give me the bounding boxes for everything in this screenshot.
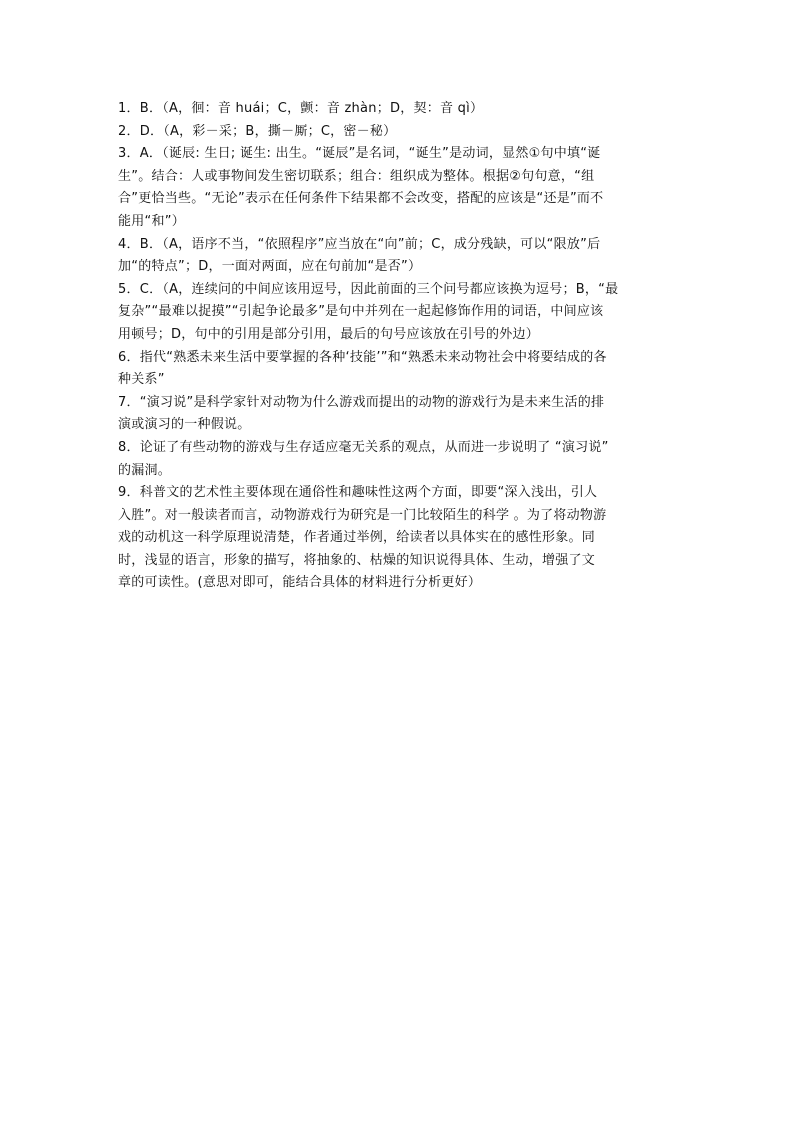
answer-item-4	[118, 234, 678, 279]
answer-line: 用顿号；D，句中的引用是部分引用，最后的句号应该放在引号的外边）	[118, 326, 540, 342]
answer-line: 能用“和”）	[118, 213, 185, 229]
answer-item-2	[118, 121, 678, 144]
answer-item-3	[118, 143, 678, 233]
answer-line: 6．指代“熟悉未来生活中要掌握的各种‘技能’”和“熟悉未来动物社会中将要结成的各	[118, 349, 607, 365]
answer-item-7	[118, 392, 678, 437]
answer-line: 演或演习的一种假说。	[118, 417, 251, 433]
answer-line: 1．B．（A，徊：音 huái；C，颤：音 zhàn；D，契：音 qì）	[118, 101, 484, 116]
answer-line: 2．D．（A，彩－采；B，撕－厮；C，密－秘）	[118, 123, 397, 139]
answer-line: 时，浅显的语言，形象的描写，将抽象的、枯燥的知识说得具体、生动，增强了文	[118, 552, 596, 568]
answer-line: 8．论证了有些动物的游戏与生存适应毫无关系的观点，从而进一步说明了 “演习说”	[118, 439, 609, 455]
answer-item-1	[118, 98, 678, 121]
answer-line: 章的可读性。(意思对即可，能结合具体的材料进行分析更好）	[118, 575, 482, 591]
answer-line: 戏的动机这一科学原理说清楚，作者通过举例，给读者以具体实在的感性形象。同	[118, 530, 596, 546]
answer-key	[118, 98, 678, 595]
answer-item-5	[118, 279, 678, 347]
answer-item-6	[118, 347, 678, 392]
answer-line: 4．B．（A，语序不当，“依照程序”应当放在“向”前；C，成分残缺，可以“限放”后	[118, 236, 601, 252]
answer-line: 7．“演习说”是科学家针对动物为什么游戏而提出的动物的游戏行为是未来生活的排	[118, 394, 605, 410]
answer-item-8	[118, 437, 678, 482]
answer-line: 的漏洞。	[118, 462, 172, 478]
answer-line: 复杂”“最难以捉摸”“引起争论最多”是句中并列在一起起修饰作用的词语，中间应该	[118, 304, 604, 320]
answer-line: 生”。结合：人或事物间发生密切联系；组合：组织成为整体。根据②句句意，“组	[118, 168, 595, 184]
answer-line: 3．A．（诞辰: 生日; 诞生: 出生。“诞辰”是名词，“诞生”是动词，显然①句中填“诞	[118, 146, 601, 162]
answer-line: 加“的特点”；D，一面对两面，应在句前加“是否”）	[118, 259, 422, 275]
answer-line: 9．科普文的艺术性主要体现在通俗性和趣味性这两个方面，即要“深入浅出，引人	[118, 485, 598, 501]
answer-line: 合”更恰当些。“无论”表示在任何条件下结果都不会改变，搭配的应该是“还是”而不	[118, 191, 604, 207]
answer-line: 入胜”。对一般读者而言，动物游戏行为研究是一门比较陌生的科学 。为了将动物游	[118, 507, 607, 523]
answer-line: 种关系”	[118, 372, 165, 388]
answer-line: 5．C．（A，连续问的中间应该用逗号，因此前面的三个问号都应该换为逗号；B，“最	[118, 281, 619, 297]
answer-item-9	[118, 482, 678, 595]
